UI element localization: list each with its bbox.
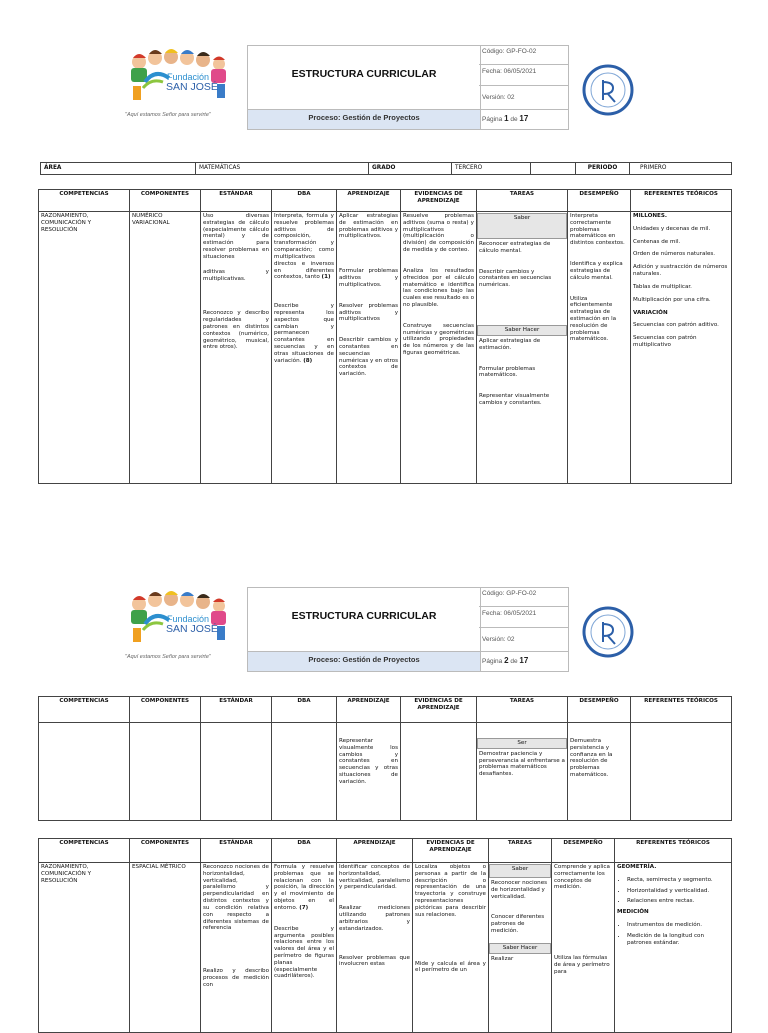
dba-1 xyxy=(274,213,334,281)
col-aprendizaje: APRENDIZAJE xyxy=(337,190,401,212)
col-referentes: REFERENTES TEÓRICOS xyxy=(631,190,732,212)
aprendizaje-cell xyxy=(337,723,401,821)
tareas-5: Representar visualmente cambios y constantes. xyxy=(479,393,550,406)
estandar-1: Uso diversas estrategias de cálculo (especialmente cálculo mental) y de estimación para resolver problemas en situaciones xyxy=(203,213,269,260)
evidencias-cell xyxy=(401,212,477,484)
ref-list-2 xyxy=(617,922,729,946)
area-table xyxy=(40,162,732,175)
ref-5: • Medición de la longitud con patrones estándar. xyxy=(627,933,729,947)
dba-2-text: Describe y representa los aspectos que cambian y permanecen constantes en secuencias y en otras situaciones de variación. xyxy=(274,303,334,364)
page-of: de xyxy=(510,116,518,123)
title-box xyxy=(247,587,481,672)
page-word: Página xyxy=(482,658,503,665)
col-competencias: COMPETENCIAS xyxy=(39,190,130,212)
ref-list-1 xyxy=(617,877,729,905)
tareas-1: Reconocer estrategias de cálculo mental. xyxy=(479,241,551,254)
evidencias-2: Mide y calcula el área y el perímetro de un xyxy=(415,960,486,974)
page-header-1 xyxy=(120,44,570,134)
tareas-saber-hacer-header: Saber Hacer xyxy=(489,943,551,954)
dba-1-text: Formula y resuelve problemas que se relacionan con la posición, la dirección y el movimiento de objetos en el entorno. xyxy=(274,864,334,911)
desempeno-cell xyxy=(552,863,615,1033)
logo-text-1: Fundación xyxy=(167,72,210,82)
meta-box xyxy=(479,45,569,130)
ref-heading-2: VARIACIÓN xyxy=(633,309,668,316)
col-tareas: TAREAS xyxy=(477,190,568,212)
area-label: ÁREA xyxy=(41,163,196,175)
evidencias-3: Construye secuencias numéricas y geométricas utilizando propiedades de los números y de las figuras geométricas. xyxy=(403,322,474,356)
desempeno-1: Demuestra persistencia y confianza en la resolución de problemas matemáticos. xyxy=(570,738,613,779)
meta-box xyxy=(479,587,569,672)
aprendizaje-2: Formular problemas aditivos y multiplicativos. xyxy=(339,268,398,288)
empty-cell xyxy=(130,723,201,821)
logo-text-2: SAN JOSÉ xyxy=(166,623,218,635)
col-evidencias: EVIDENCIAS DE APRENDIZAJE xyxy=(401,697,477,723)
date-label: Fecha: 06/05/2021 xyxy=(479,607,568,628)
estandar-2: Realizo y describo procesos de medición con xyxy=(203,968,269,988)
tagline: "Aquí estamos Señor para servirte" xyxy=(125,654,211,660)
ref-4: Adición y sustracción de números naturales. xyxy=(633,264,728,278)
page-title: ESTRUCTURA CURRICULAR xyxy=(291,610,437,622)
dba-1-text: Interpreta, formula y resuelve problemas aditivos de composición, transformación y comparación; como multiplicativos directos e inversos en diferentes contextos, tanto xyxy=(274,213,334,281)
dba-cell xyxy=(272,212,337,484)
aprendizaje-cell xyxy=(337,863,413,1033)
ref-heading-2: MEDICIÓN xyxy=(617,909,649,916)
grado-value: TERCERO xyxy=(452,163,531,175)
dba-2 xyxy=(274,303,334,364)
col-estandar: ESTÁNDAR xyxy=(201,839,272,863)
aprendizaje-2: Realizar mediciones utilizando patrones arbitrarios y estandarizados. xyxy=(339,905,410,932)
col-tareas: TAREAS xyxy=(477,697,568,723)
tareas-saber-header: Saber xyxy=(477,213,567,239)
componentes-cell: ESPACIAL MÉTRICO xyxy=(130,863,201,1033)
tareas-2: Describir cambios y constantes en secuencias numéricas. xyxy=(479,268,552,289)
empty-cell xyxy=(401,723,477,821)
version-label: Versión: 02 xyxy=(479,628,568,652)
ref-6: Multiplicación por una cifra. xyxy=(633,296,711,303)
col-dba: DBA xyxy=(272,190,337,212)
empty-cell xyxy=(39,723,130,821)
col-componentes: COMPONENTES xyxy=(130,839,201,863)
page-word: Página xyxy=(482,116,503,123)
evidencias-1: Localiza objetos o personas a partir de la descripción o representación de una trayectoria y construye representaciones pictóricas para describir sus relaciones. xyxy=(415,864,486,918)
desempeno-2: Identifica y explica estrategias de cálculo mental. xyxy=(570,261,623,281)
ref-2: Centenas de mil. xyxy=(633,238,681,245)
tareas-2: Conocer diferentes patrones de medición. xyxy=(491,914,545,935)
ref-heading-1: GEOMETRÍA. xyxy=(617,864,657,870)
dba-1 xyxy=(274,864,334,912)
ref-4: • Instrumentos de medición. xyxy=(627,922,729,929)
aprendizaje-1: Representar visualmente los cambios y constantes en secuencias y otras situaciones de variación. xyxy=(339,738,398,785)
page-title: ESTRUCTURA CURRICULAR xyxy=(291,68,437,80)
desempeno-2: Utiliza las fórmulas de área y perímetro para xyxy=(554,955,610,975)
col-desempeno: DESEMPEÑO xyxy=(568,190,631,212)
col-aprendizaje: APRENDIZAJE xyxy=(337,839,413,863)
col-desempeno: DESEMPEÑO xyxy=(568,697,631,723)
col-competencias: COMPETENCIAS xyxy=(39,839,130,863)
logo-text-1: Fundación xyxy=(167,614,210,624)
page-of: de xyxy=(510,658,518,665)
curriculum-table-3 xyxy=(38,838,732,1033)
logo-text-2: SAN JOSÉ xyxy=(166,81,218,93)
desempeno-3: Utiliza eficientemente estrategias de estimación en la resolución de problemas matemáticos. xyxy=(570,295,617,343)
grado-label: GRADO xyxy=(369,163,452,175)
col-competencias: COMPETENCIAS xyxy=(39,697,130,723)
col-dba: DBA xyxy=(272,839,337,863)
col-dba: DBA xyxy=(272,697,337,723)
dba-2: Describe y argumenta posibles relaciones entre los valores del área y el perímetro de figuras planas (especialmente cuadriláteros). xyxy=(274,925,334,980)
curriculum-table-1 xyxy=(38,189,732,484)
tareas-cell xyxy=(489,863,552,1033)
ref-3: Orden de números naturales. xyxy=(633,251,716,258)
page-number xyxy=(479,652,568,671)
page-total: 17 xyxy=(519,656,529,665)
col-componentes: COMPONENTES xyxy=(130,697,201,723)
col-desempeno: DESEMPEÑO xyxy=(552,839,615,863)
tareas-cell xyxy=(477,723,568,821)
tareas-1: Demostrar paciencia y perseverancia al enfrentarse a problemas matemáticos desafiantes. xyxy=(479,750,565,778)
tareas-3: Aplicar estrategias de estimación. xyxy=(479,337,541,351)
col-estandar: ESTÁNDAR xyxy=(201,697,272,723)
tareas-saber-hacer-header: Saber Hacer xyxy=(477,325,567,336)
tareas-ser-header: Ser xyxy=(477,738,567,749)
empty-cell xyxy=(631,723,732,821)
tagline: "Aquí estamos Señor para servirte" xyxy=(125,112,211,118)
competencias-cell: RAZONAMIENTO, COMUNICACIÓN Y RESOLUCIÓN xyxy=(39,863,130,1033)
ref-1: Unidades y decenas de mil. xyxy=(633,225,711,232)
ref-1: • Recta, semirrecta y segmento. xyxy=(627,877,729,884)
col-evidencias: EVIDENCIAS DE APRENDIZAJE xyxy=(413,839,489,863)
estandar-1: Reconozco nociones de horizontalidad, verticalidad, paralelismo y perpendicularidad en distintos contextos y su condición relativa con respecto a diferentes sistemas de referencia xyxy=(203,864,269,932)
aprendizaje-3: Resolver problemas aditivos y multiplicativos xyxy=(339,302,398,323)
ref-5: Tablas de multiplicar. xyxy=(633,283,692,290)
desempeno-cell xyxy=(568,212,631,484)
estandar-3: Reconozco y describo regularidades y patrones en distintos contextos (numérico, geométrico, musical, entre otros). xyxy=(203,310,269,351)
dba-2-mark: (8) xyxy=(303,357,313,364)
page-total: 17 xyxy=(519,114,529,123)
ref-2: • Horizontalidad y verticalidad. xyxy=(627,888,729,895)
ref-3: • Relaciones entre rectas. xyxy=(627,898,729,905)
periodo-label: PERIODO xyxy=(576,163,630,175)
competencias-cell: RAZONAMIENTO, COMUNICACIÓN Y RESOLUCIÓN xyxy=(39,212,130,484)
aprendizaje-cell xyxy=(337,212,401,484)
estandar-cell xyxy=(201,863,272,1033)
empty-cell xyxy=(201,723,272,821)
evidencias-1: Resuelve problemas aditivos (suma o resta) y multiplicativos (multiplicación o división) de composición de medida y de conteo. xyxy=(403,213,474,254)
ref-7: Secuencias con patrón aditivo. xyxy=(633,322,719,329)
tareas-4: Formular problemas matemáticos. xyxy=(479,365,536,379)
estandar-2: aditivas y multiplicativas. xyxy=(203,268,269,282)
col-evidencias: EVIDENCIAS DE APRENDIZAJE xyxy=(401,190,477,212)
version-label: Versión: 02 xyxy=(479,86,568,110)
desempeno-1: Interpreta correctamente problemas matemáticos en distintos contextos. xyxy=(570,213,625,247)
aprendizaje-1: Aplicar estrategias de estimación en problemas aditivos y multiplicativos. xyxy=(339,213,398,240)
tareas-saber-header: Saber xyxy=(489,864,551,878)
area-empty-cell xyxy=(531,163,576,175)
title-box xyxy=(247,45,481,130)
aprendizaje-3: Resolver problemas que involucren estas xyxy=(339,954,410,968)
desempeno-1: Comprende y aplica correctamente los conceptos de medición. xyxy=(554,864,610,891)
aprendizaje-1: Identificar conceptos de horizontalidad, verticalidad, paralelismo y perpendicularidad. xyxy=(339,864,410,891)
tareas-3: Realizar xyxy=(491,955,514,962)
seal-logo xyxy=(582,64,634,116)
curriculum-table-2 xyxy=(38,696,732,821)
col-componentes: COMPONENTES xyxy=(130,190,201,212)
page-current: 1 xyxy=(504,114,509,123)
ref-heading-1: MILLONES. xyxy=(633,213,667,219)
estandar-cell xyxy=(201,212,272,484)
col-aprendizaje: APRENDIZAJE xyxy=(337,697,401,723)
process-label: Proceso: Gestión de Proyectos xyxy=(248,109,480,129)
col-referentes: REFERENTES TEÓRICOS xyxy=(631,697,732,723)
ref-8: Secuencias con patrón multiplicativo xyxy=(633,335,697,348)
referentes-cell xyxy=(615,863,732,1033)
process-label: Proceso: Gestión de Proyectos xyxy=(248,651,480,671)
date-label: Fecha: 06/05/2021 xyxy=(479,65,568,86)
tareas-cell xyxy=(477,212,568,484)
dba-1-mark: (7) xyxy=(299,904,309,911)
periodo-value: PRIMERO xyxy=(630,163,732,175)
dba-1-mark: (1) xyxy=(321,274,331,281)
evidencias-cell xyxy=(413,863,489,1033)
dba-cell xyxy=(272,863,337,1033)
aprendizaje-4: Describir cambios y constantes en secuencias numéricas y en otros contextos de variación. xyxy=(339,337,399,378)
desempeno-cell xyxy=(568,723,631,821)
col-tareas: TAREAS xyxy=(489,839,552,863)
col-estandar: ESTÁNDAR xyxy=(201,190,272,212)
col-referentes: REFERENTES TEÓRICOS xyxy=(615,839,732,863)
page-header-2 xyxy=(120,586,570,676)
evidencias-2: Analiza los resultados ofrecidos por el cálculo matemático e identifica las condiciones bajo las cuales ese resultado es o no plausible. xyxy=(403,267,474,308)
seal-logo xyxy=(582,606,634,658)
code-label: Código: GP-FO-02 xyxy=(479,46,568,65)
area-value: MATEMÁTICAS xyxy=(196,163,369,175)
referentes-cell xyxy=(631,212,732,484)
code-label: Código: GP-FO-02 xyxy=(479,588,568,607)
page-number xyxy=(479,110,568,129)
tareas-1: Reconocer nociones de horizontalidad y verticalidad. xyxy=(491,880,548,900)
page-current: 2 xyxy=(504,656,509,665)
componentes-cell: NUMÉRICO VARIACIONAL xyxy=(130,212,201,484)
empty-cell xyxy=(272,723,337,821)
